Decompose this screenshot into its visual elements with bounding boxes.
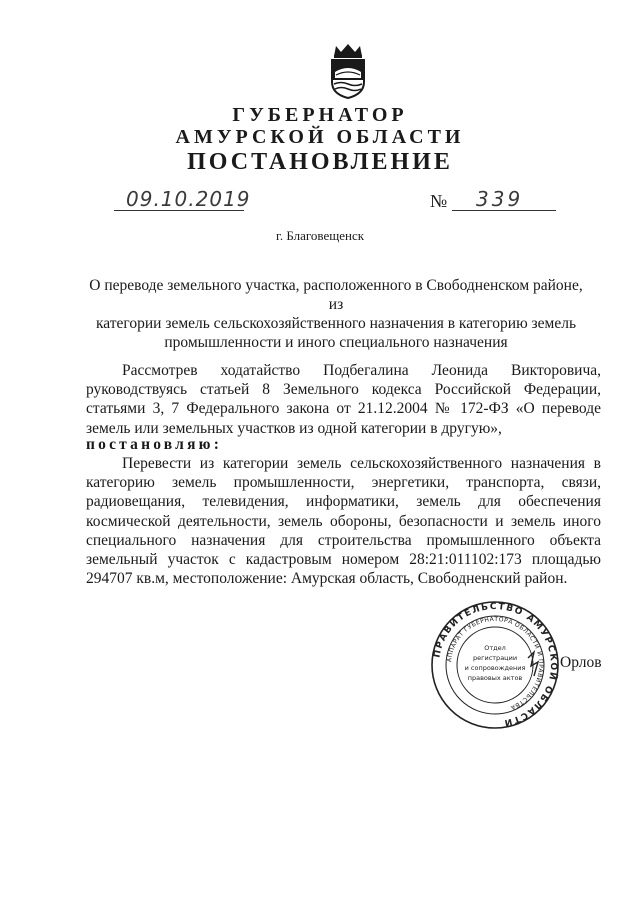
handwritten-number: 339: [476, 187, 524, 211]
resolution-paragraph: [86, 454, 601, 588]
paragraph-line: радиовещания, телевидения, информатики, земель для обеспечения: [86, 493, 601, 511]
svg-text:Отдел: Отдел: [484, 644, 506, 652]
title-line: промышленности и иного специального назначения: [164, 334, 508, 351]
paragraph-line: 294707 кв.м, местоположение: Амурская область, Свободненский район.: [86, 570, 568, 588]
number-underline: [452, 210, 556, 211]
city-line: г. Благовещенск: [275, 228, 365, 243]
issuer-title: ГУБЕРНАТОР: [232, 104, 408, 126]
date-underline: [114, 210, 244, 211]
paragraph-line: категорию земель промышленности, энергетики, транспорта, связи,: [86, 474, 601, 492]
svg-text:регистрации: регистрации: [472, 654, 518, 662]
decree-word: постановляю:: [86, 436, 223, 453]
paragraph-line: земель или земельных участков из одной категории в другую»,: [86, 419, 502, 437]
official-stamp: [430, 600, 560, 730]
number-field: [452, 189, 556, 213]
paragraph-line: Рассмотрев ходатайство Подбегалина Леонида Викторовича,: [122, 362, 601, 379]
paragraph-line: земельный участок с кадастровым номером 28:21:011102:173 площадью: [86, 551, 601, 569]
svg-text:ПРАВИТЕЛЬСТВО АМУРСКОЙ ОБЛАСТИ: ПРАВИТЕЛЬСТВО АМУРСКОЙ ОБЛАСТИ: [432, 601, 559, 728]
coat-of-arms-emblem: [326, 42, 370, 100]
date-field: [114, 187, 251, 213]
paragraph-line: космической деятельности, земель обороны, безопасности и земель иного: [86, 512, 601, 530]
issuer-region: АМУРСКОЙ ОБЛАСТИ: [175, 126, 465, 148]
title-line: О переводе земельного участка, расположенного в Свободненском районе, из: [89, 277, 583, 313]
paragraph-line: специального назначения для строительства промышленного объекта: [86, 531, 601, 549]
paragraph-line: статьями 3, 7 Федерального закона от 21.12.2004 № 172-ФЗ «О переводе: [86, 400, 601, 418]
document-type: ПОСТАНОВЛЕНИЕ: [187, 149, 453, 175]
document-title: [86, 276, 586, 352]
svg-text:и сопровождения: и сопровождения: [464, 664, 526, 672]
svg-text:АППАРАТ ГУБЕРНАТОРА ОБЛАСТИ И: АППАРАТ ГУБЕРНАТОРА ОБЛАСТИ И ПРАВИТЕЛЬСТВА: [446, 615, 545, 712]
title-line: категории земель сельскохозяйственного назначения в категорию земель: [95, 315, 577, 332]
svg-text:правовых актов: правовых актов: [467, 674, 523, 682]
paragraph-line: руководствуясь статьей 8 Земельного кодекса Российской Федерации,: [86, 381, 601, 399]
signatory-name: Орлов: [560, 654, 602, 671]
preamble-paragraph: [86, 361, 601, 438]
handwritten-date: 09.10.2019: [126, 187, 251, 211]
paragraph-line: Перевести из категории земель сельскохозяйственного назначения в: [122, 455, 601, 472]
number-label: №: [430, 191, 448, 211]
